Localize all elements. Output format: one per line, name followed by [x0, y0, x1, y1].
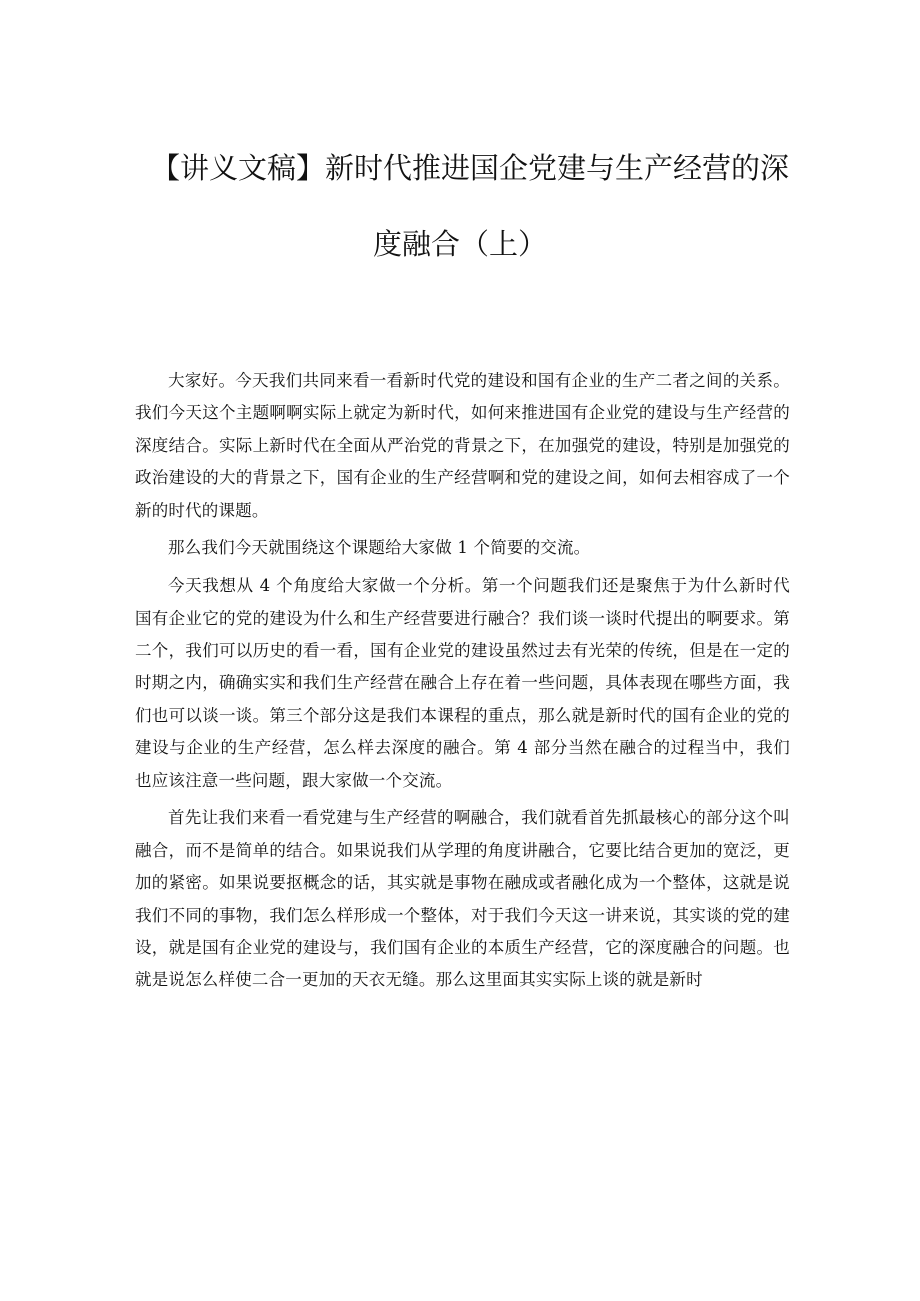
document-body — [135, 365, 790, 997]
paragraph-2: 那么我们今天就围绕这个课题给大家做 1 个简要的交流。 — [168, 538, 591, 558]
document-title-line-2: 度融合（上） — [372, 227, 547, 261]
paragraph-3: 今天我想从 4 个角度给大家做一个分析。第一个问题我们还是聚焦于为什么新时代国有企业它的党的建设为什么和生产经营要进行融合？我们谈一谈时代提出的啊要求。第二个，我们可以历史的看一看，国有企业党的建设虽然过去有光荣的传统，但是在一定的时期之内，确确实实和我们生产经营在融合上存在着一些问题，具体表现在哪些方面，我们也可以谈一谈。第三个部分这是我们本课程的重点，那么就是新时代的国有企业的党的建设与企业的生产经营，怎么样去深度的融合。第 4 部分当然在融合的过程当中，我们也应该注意一些问题，跟大家做一个交流。 — [135, 576, 790, 790]
paragraph-1: 大家好。今天我们共同来看一看新时代党的建设和国有企业的生产二者之间的关系。我们今天这个主题啊啊实际上就定为新时代，如何来推进国有企业党的建设与生产经营的深度结合。实际上新时代在全面从严治党的背景之下，在加强党的建设，特别是加强党的政治建设的大的背景之下，国有企业的生产经营啊和党的建设之间，如何去相容成了一个新的时代的课题。 — [135, 371, 790, 520]
paragraph-4: 首先让我们来看一看党建与生产经营的啊融合，我们就看首先抓最核心的部分这个叫融合，而不是简单的结合。如果说我们从学理的角度讲融合，它要比结合更加的宽泛，更加的紧密。如果说要抠概念的话，其实就是事物在融成或者融化成为一个整体，这就是说我们不同的事物，我们怎么样形成一个整体，对于我们今天这一讲来说，其实谈的党的建设，就是国有企业党的建设与，我们国有企业的本质生产经营，它的深度融合的问题。也就是说怎么样使二合一更加的天衣无缝。那么这里面其实实际上谈的就是新时 — [135, 808, 790, 990]
document-title-line-1: 【讲义文稿】新时代推进国企党建与生产经营的深 — [150, 151, 789, 185]
